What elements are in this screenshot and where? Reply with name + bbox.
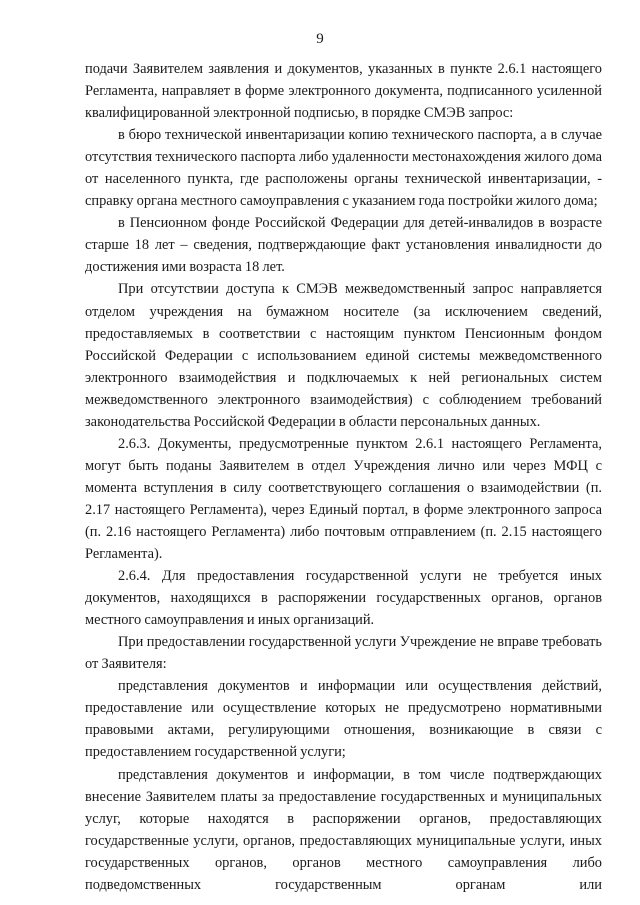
paragraph-bti-copy: в бюро технической инвентаризации копию технического паспорта, а в случае отсутствия технического паспорта либо удаленности местонахождения жилого дома от населенного пункта, где расположены органы технической инвентаризации, - справку органа местного самоуправления с указанием года постройки жилого дома; [85,127,602,210]
paragraph-not-entitled: При предоставлении государственной услуги Учреждение не вправе требовать от Заявителя: [85,634,602,673]
page-number: 9 [316,31,324,47]
paragraph-request-intro: подачи Заявителем заявления и документов, указанных в пункте 2.6.1 настоящего Регламента, направляет в форме электронного документа, подписанного усиленной квалифицированной электронной подписью, в порядке СМЭВ запрос: [85,61,602,122]
paragraph-documents-actions: представления документов и информации или осуществления действий, предоставление или осуществление которых не предусмотрено нормативными правовыми актами, регулирующими отношения, возникающие в связи с предоставлением государственной услуги; [85,678,602,761]
paragraph-no-smev-access: При отсутствии доступа к СМЭВ межведомственный запрос направляется отделом учреждения на бумажном носителе (за исключением сведений, предоставляемых в соответствии с настоящим пунктом Пенсионным фондом Российской Федерации с использованием единой системы межведомственного электронного взаимодействия и подключаемых к ней региональных систем межведомственного электронного взаимодействия) с соблюдением требований законодательства Российской Федерации в области персональных данных. [85,281,602,430]
paragraph-2-6-4: 2.6.4. Для предоставления государственной услуги не требуется иных документов, находящихся в распоряжении государственных органов, органов местного самоуправления и иных организаций. [85,568,602,629]
paragraph-2-6-3: 2.6.3. Документы, предусмотренные пунктом 2.6.1 настоящего Регламента, могут быть поданы Заявителем в отдел Учреждения лично или через МФЦ с момента вступления в силу соответствующего соглашения о взаимодействии (п. 2.17 настоящего Регламента), через Единый портал, в форме электронного запроса (п. 2.16 настоящего Регламента) либо почтовым отправлением (п. 2.15 настоящего Регламента). [85,435,602,563]
paragraph-pension-fund: в Пенсионном фонде Российской Федерации для детей-инвалидов в возрасте старше 18 лет – сведения, подтверждающие факт установления инвалидности до достижения ими возраста 18 лет. [85,215,602,276]
paragraph-documents-payment: представления документов и информации, в том числе подтверждающих внесение Заявителем платы за предоставление государственных и муниципальных услуг, которые находятся в распоряжении органов, предоставляющих государственные услуги, органов, предоставляющих муниципальные услуги, иных государственных органов, органов местного самоуправления либо подведомственных государственным органам или [85,766,602,893]
document-body [85,58,602,896]
